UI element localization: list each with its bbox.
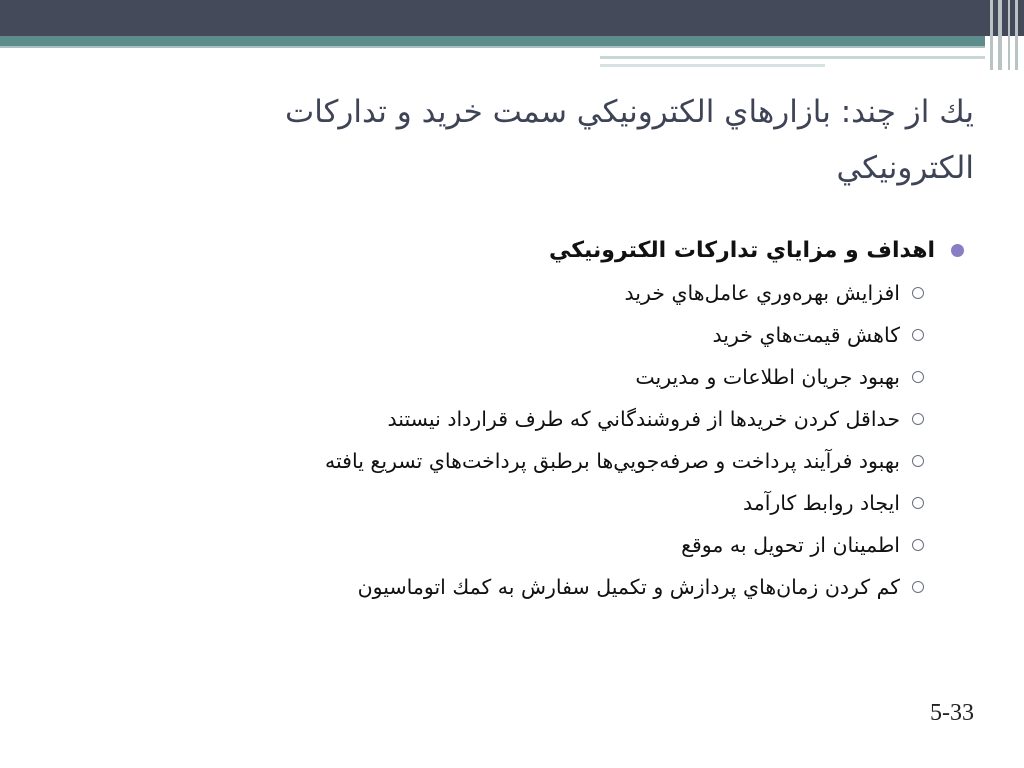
list-item-text: ايجاد روابط كارآمد — [742, 491, 900, 515]
hollow-circle-bullet-icon — [912, 455, 924, 467]
hollow-circle-bullet-icon — [912, 371, 924, 383]
slide-body — [64, 228, 964, 608]
list-item — [64, 524, 924, 566]
stripe — [998, 0, 1002, 70]
header-side-stripes — [984, 0, 1024, 70]
list-item-text: بهبود جريان اطلاعات و مديريت — [635, 365, 900, 389]
list-item-text: حداقل كردن خريدها از فروشندگاني كه طرف قرارداد نيستند — [387, 407, 900, 431]
stripe — [1008, 0, 1010, 70]
main-bullet-text: اهداف و مزاياي تداركات الكترونيكي — [548, 237, 935, 263]
list-item — [64, 272, 924, 314]
list-item — [64, 314, 924, 356]
header-band — [0, 0, 1024, 36]
main-bullet — [64, 228, 964, 272]
header-decor-line-short — [600, 64, 825, 67]
list-item — [64, 356, 924, 398]
header-accent-bar — [0, 36, 985, 46]
list-item-text: بهبود فرآيند پرداخت و صرفه‌جويي‌ها برطبق پرداخت‌هاي تسريع يافته — [324, 449, 900, 473]
hollow-circle-bullet-icon — [912, 413, 924, 425]
list-item-text: كاهش قيمت‌هاي خريد — [712, 323, 900, 347]
hollow-circle-bullet-icon — [912, 287, 924, 299]
list-item — [64, 482, 924, 524]
list-item — [64, 440, 924, 482]
hollow-circle-bullet-icon — [912, 539, 924, 551]
list-item-text: اطمينان از تحويل به موقع — [681, 533, 900, 557]
bullet-dot-icon — [951, 244, 964, 257]
slide-title: يك از چند: بازارهاي الكترونيكي سمت خريد و تداركات الكترونيكي — [285, 94, 974, 186]
header-divider-line — [0, 46, 985, 48]
stripe — [1015, 0, 1018, 70]
list-item — [64, 398, 924, 440]
list-item-text: كم كردن زمان‌هاي پردازش و تكميل سفارش به كمك اتوماسيون — [357, 575, 900, 599]
header-decor-line — [600, 56, 985, 59]
list-item — [64, 566, 924, 608]
hollow-circle-bullet-icon — [912, 329, 924, 341]
sub-bullet-list — [64, 272, 964, 608]
hollow-circle-bullet-icon — [912, 581, 924, 593]
list-item-text: افزايش بهره‌وري عامل‌هاي خريد — [624, 281, 900, 305]
stripe — [990, 0, 993, 70]
page-number: 5-33 — [930, 700, 974, 726]
hollow-circle-bullet-icon — [912, 497, 924, 509]
